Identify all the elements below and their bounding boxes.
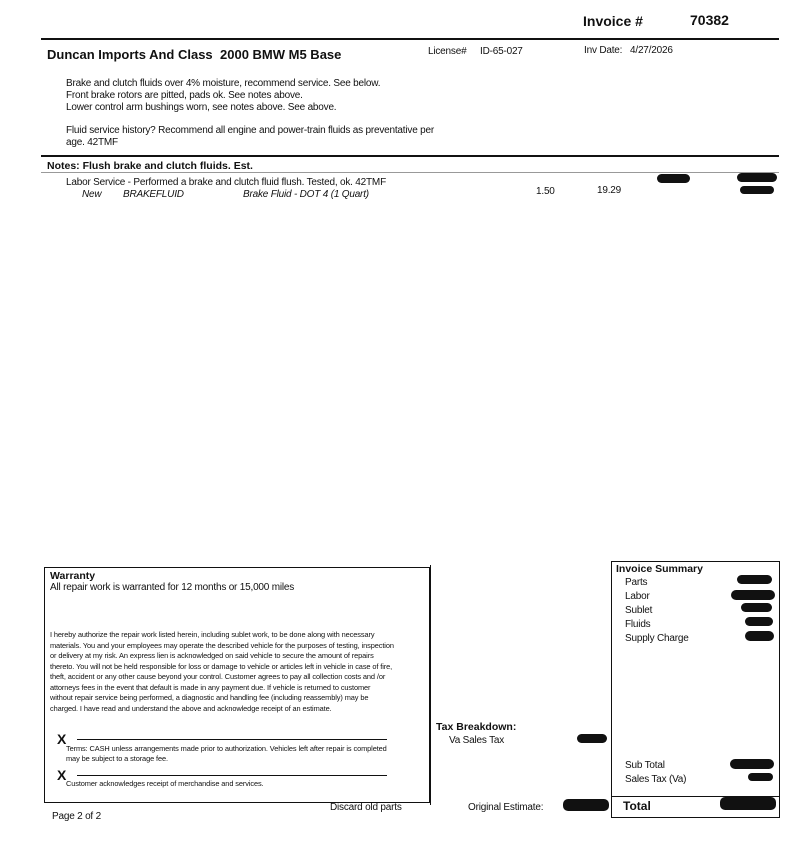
signature-line[interactable]: [77, 775, 387, 776]
part-qty: 1.50: [536, 186, 555, 197]
authorization-line: attorneys fees in the event that default is made in any payment due. If vehicle is returned to customer: [50, 682, 371, 692]
authorization-text: [50, 630, 394, 714]
authorization-line: I hereby authorize the repair work listed herein, including sublet work, to be done along with necessary: [50, 630, 375, 639]
redaction-mark: [745, 617, 773, 626]
tax-heading: Tax Breakdown:: [436, 721, 517, 733]
license-label: License#: [428, 46, 467, 57]
redaction-mark: [737, 173, 777, 182]
part-price: 19.29: [597, 185, 622, 196]
total-label: Total: [623, 799, 651, 813]
header-rule: [41, 38, 779, 40]
redaction-mark: [748, 773, 773, 781]
section-rule: [41, 155, 779, 157]
redaction-mark: [730, 759, 774, 769]
discard-old-parts: Discard old parts: [330, 802, 402, 813]
authorization-line: without repair service being performed, a diagnostic and handling fee (including reassembly) may be: [50, 693, 369, 702]
summary-heading: Invoice Summary: [616, 563, 703, 575]
summary-item: Parts: [625, 577, 648, 588]
redaction-mark: [577, 734, 607, 743]
authorization-line: or delivery at my risk. An express lien is acknowledged on said vehicle to secure the amount of repairs: [50, 651, 374, 660]
redaction-mark: [731, 590, 775, 600]
signature-x-mark: X: [57, 731, 67, 747]
labor-line: Labor Service - Performed a brake and clutch fluid flush. Tested, ok. 42TMF: [66, 177, 386, 188]
recommendation-line: Brake and clutch fluids over 4% moisture, recommend service. See below.: [66, 78, 381, 89]
salestax-label: Sales Tax (Va): [625, 774, 687, 785]
invoice-number: 70382: [690, 12, 729, 28]
terms-line: Terms: CASH unless arrangements made prior to authorization. Vehicles left after repair is completed: [66, 744, 387, 753]
authorization-line: charged. I have read and understand the above and acknowledge receipt of an estimate.: [50, 703, 332, 713]
license-value: ID-65-027: [480, 46, 523, 57]
authorization-line: thereto. You will not be held responsible for loss or damage to vehicle or articles left in vehicle in case of fire,: [50, 661, 393, 671]
shop-name: Duncan Imports And Class: [47, 47, 213, 62]
original-estimate-label: Original Estimate:: [468, 802, 544, 813]
inv-date-label: Inv Date:: [584, 45, 623, 56]
page-number: Page 2 of 2: [52, 811, 101, 822]
authorization-line: materials. You and your employees may operate the described vehicle for the purposes of testing, inspection: [50, 640, 394, 650]
notes-rule: [41, 172, 779, 173]
terms-line: may be subject to a storage fee.: [66, 754, 168, 763]
fluid-history-line: Fluid service history? Recommend all engine and power-train fluids as preventative per: [66, 125, 434, 136]
redaction-mark: [657, 174, 690, 183]
receipt-text: Customer acknowledges receipt of merchandise and services.: [66, 779, 264, 788]
invoice-label: Invoice #: [583, 13, 643, 29]
vehicle-title: 2000 BMW M5 Base: [220, 47, 342, 62]
signature-x-mark: X: [57, 767, 67, 783]
warranty-text: All repair work is warranted for 12 months or 15,000 miles: [50, 582, 295, 593]
summary-item: Supply Charge: [625, 633, 689, 644]
redaction-mark: [740, 186, 774, 194]
notes-heading: Notes: Flush brake and clutch fluids. Est.: [47, 160, 253, 172]
recommendation-line: Lower control arm bushings worn, see notes above. See above.: [66, 102, 337, 113]
part-description: Brake Fluid - DOT 4 (1 Quart): [243, 189, 369, 200]
part-condition: New: [82, 189, 102, 200]
summary-item: Labor: [625, 591, 650, 602]
inv-date-value: 4/27/2026: [630, 45, 673, 56]
summary-item: Fluids: [625, 619, 651, 630]
part-code: BRAKEFLUID: [123, 189, 184, 200]
redaction-mark: [741, 603, 772, 612]
signature-line[interactable]: [77, 739, 387, 740]
tax-item: Va Sales Tax: [449, 735, 505, 746]
recommendation-line: Front brake rotors are pitted, pads ok. See notes above.: [66, 90, 303, 101]
fluid-history-line: age. 42TMF: [66, 137, 118, 148]
redaction-mark: [745, 631, 774, 641]
subtotal-label: Sub Total: [625, 760, 665, 771]
redaction-mark: [737, 575, 772, 584]
divider-line: [430, 565, 431, 805]
summary-item: Sublet: [625, 605, 653, 616]
redaction-mark: [720, 797, 776, 810]
redaction-mark: [563, 799, 609, 811]
warranty-heading: Warranty: [50, 570, 96, 582]
authorization-line: theft, accident or any other cause beyond your control. Customer agrees to pay all collection costs and /or: [50, 672, 386, 681]
